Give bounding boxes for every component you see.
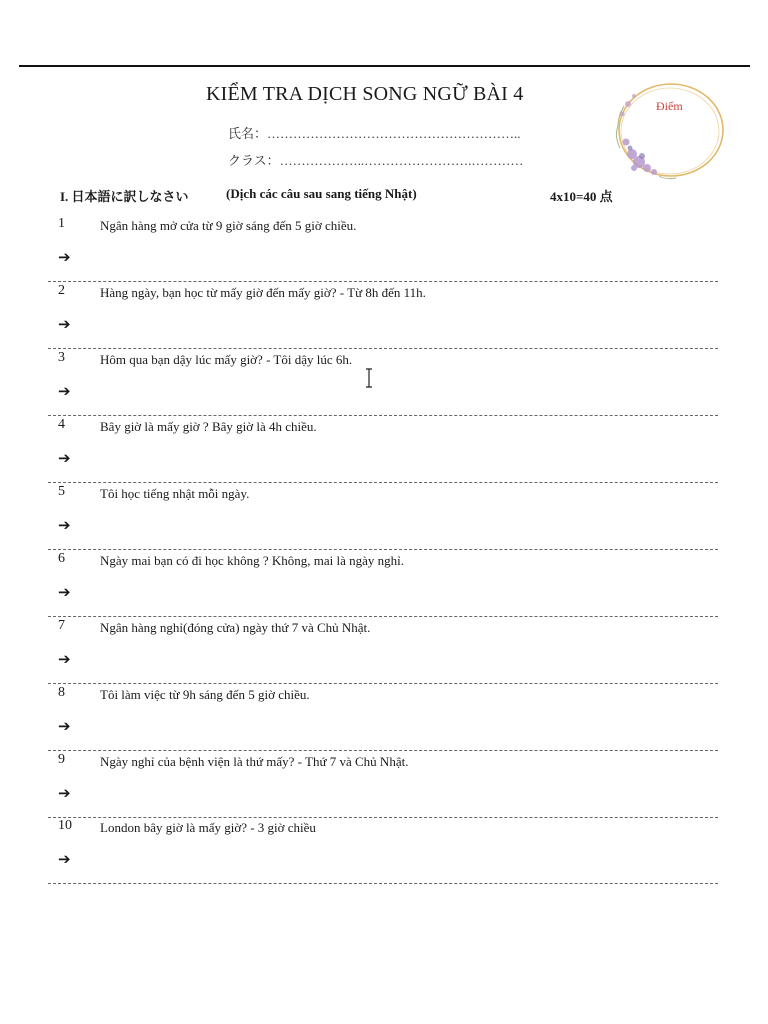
question-number: 9 [58,752,65,767]
question-text: Hôm qua bạn dậy lúc mấy giờ? - Tôi dậy lúc 6h. [100,352,353,367]
top-rule [19,65,750,67]
arrow-icon: ➔ [58,382,71,400]
arrow-icon: ➔ [58,850,71,868]
question-1 [48,216,718,282]
arrow-icon: ➔ [58,315,71,333]
question-number: 2 [58,283,65,298]
question-number: 5 [58,484,65,499]
question-6 [48,551,718,617]
question-text: Tôi học tiếng nhật mỗi ngày. [100,486,250,501]
arrow-icon: ➔ [58,248,71,266]
dotted-divider [48,683,718,684]
class-field: クラス：………………..…………………….………… [228,153,524,168]
question-text: Tôi làm việc từ 9h sáng đến 5 giờ chiều. [100,687,310,702]
dotted-divider [48,549,718,550]
question-number: 7 [58,618,65,633]
dotted-divider [48,750,718,751]
arrow-icon: ➔ [58,583,71,601]
dotted-divider [48,883,718,884]
section-title: I. 日本語に訳しなさい [60,189,189,204]
question-text: Ngân hàng nghỉ(đóng cửa) ngày thứ 7 và Chủ Nhật. [100,620,371,635]
question-9 [48,752,718,818]
dotted-divider [48,348,718,349]
question-text: Hàng ngày, bạn học từ mấy giờ đến mấy giờ? - Từ 8h đến 11h. [100,285,426,300]
dotted-divider [48,281,718,282]
section-subtitle: (Dịch các câu sau sang tiếng Nhật) [226,186,417,201]
question-text: Ngày nghỉ của bệnh viện là thứ mấy? - Thứ 7 và Chủ Nhật. [100,754,409,769]
dotted-divider [48,482,718,483]
arrow-icon: ➔ [58,717,71,735]
arrow-icon: ➔ [58,650,71,668]
name-field: 氏名：………………………………………………….. [228,126,521,141]
question-number: 4 [58,417,65,432]
question-10 [48,818,718,884]
text-cursor-icon [364,368,374,388]
arrow-icon: ➔ [58,784,71,802]
arrow-icon: ➔ [58,449,71,467]
score-label: Điểm [656,99,683,113]
question-4 [48,417,718,483]
question-text: Ngày mai bạn có đi học không ? Không, mai là ngày nghỉ. [100,553,404,568]
question-number: 10 [58,818,72,833]
question-number: 3 [58,350,65,365]
arrow-icon: ➔ [58,516,71,534]
floral-wreath-icon [604,76,734,188]
section-points: 4x10=40 点 [550,189,613,204]
question-text: Ngân hàng mở cửa từ 9 giờ sáng đến 5 giờ chiều. [100,218,357,233]
question-7 [48,618,718,684]
question-number: 6 [58,551,65,566]
question-number: 8 [58,685,65,700]
question-3 [48,350,718,416]
question-2 [48,283,718,349]
dotted-divider [48,616,718,617]
question-8 [48,685,718,751]
page-title: KIỂM TRA DỊCH SONG NGỮ BÀI 4 [206,83,524,105]
question-5 [48,484,718,550]
dotted-divider [48,415,718,416]
question-number: 1 [58,216,65,231]
question-text: Bây giờ là mấy giờ ? Bây giờ là 4h chiều. [100,419,317,434]
question-text: London bây giờ là mấy giờ? - 3 giờ chiều [100,820,316,835]
